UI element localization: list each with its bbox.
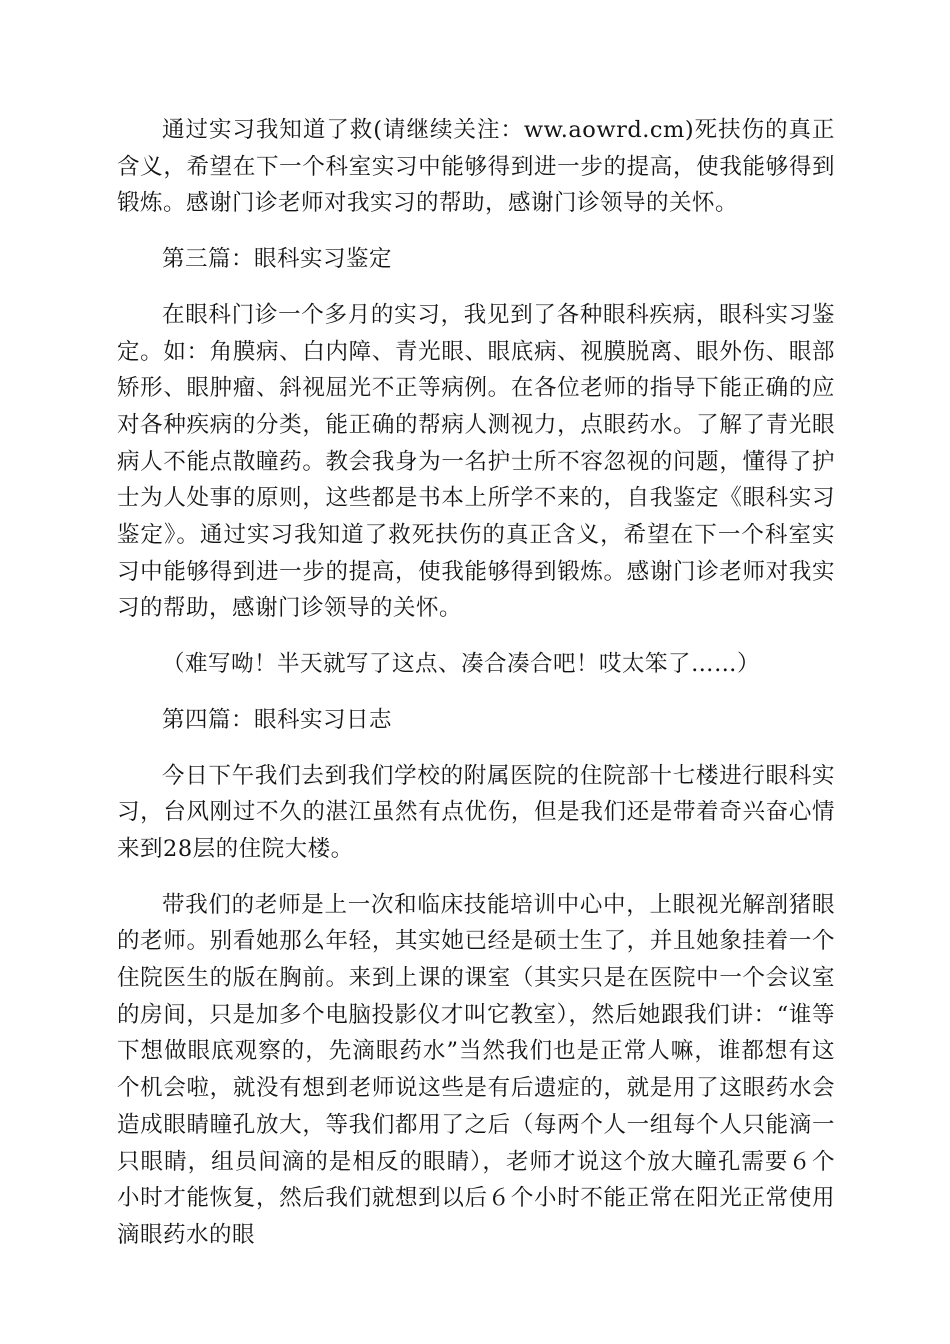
section-heading-4: 第四篇：眼科实习日志 xyxy=(162,706,393,733)
section-heading-3: 第三篇：眼科实习鉴定 xyxy=(162,246,393,273)
paragraph-diary-intro: 今日下午我们去到我们学校的附属医院的住院部十七楼进行眼科实习，台风刚过不久的湛江虽然有点优伤，但是我们还是带着奇兴奋心情来到28层的住院大楼。 xyxy=(117,762,835,862)
paragraph-intro-conclusion: 通过实习我知道了救(请继续关注：ww.aowrd.cm)死扶伤的真正含义，希望在下一个科室实习中能够得到进一步的提高，使我能够得到锻炼。感谢门诊老师对我实习的帮助，感谢门诊领导的关怀。 xyxy=(117,117,835,217)
author-note: （难写呦！半天就写了这点、凑合凑合吧！哎太笨了……） xyxy=(162,651,761,678)
document-body xyxy=(117,112,835,1273)
paragraph-diary-teacher: 带我们的老师是上一次和临床技能培训中心中，上眼视光解剖猪眼的老师。别看她那么年轻，其实她已经是硕士生了，并且她象挂着一个住院医生的版在胸前。来到上课的课室（其实只是在医院中一个会议室的房间，只是加多个电脑投影仪才叫它教室），然后她跟我们讲：“谁等下想做眼底观察的，先滴眼药水”当然我们也是正常人嘛，谁都想有这个机会啦，就没有想到老师说这些是有后遗症的，就是用了这眼药水会造成眼睛瞳孔放大，等我们都用了之后（每两个人一组每个人只能滴一只眼睛，组员间滴的是相反的眼睛），老师才说这个放大瞳孔需要６个小时才能恢复，然后我们就想到以后６个小时不能正常在阳光正常使用滴眼药水的眼 xyxy=(117,891,835,1248)
paragraph-eye-clinic-appraisal: 在眼科门诊一个多月的实习，我见到了各种眼科疾病，眼科实习鉴定。如：角膜病、白内障、青光眼、眼底病、视膜脱离、眼外伤、眼部矫形、眼肿瘤、斜视屈光不正等病例。在各位老师的指导下能正确的应对各种疾病的分类，能正确的帮病人测视力，点眼药水。了解了青光眼病人不能点散瞳药。教会我身为一名护士所不容忽视的问题，懂得了护士为人处事的原则，这些都是书本上所学不来的，自我鉴定《眼科实习鉴定》。通过实习我知道了救死扶伤的真正含义，希望在下一个科室实习中能够得到进一步的提高，使我能够得到锻炼。感谢门诊老师对我实习的帮助，感谢门诊领导的关怀。 xyxy=(117,301,835,622)
